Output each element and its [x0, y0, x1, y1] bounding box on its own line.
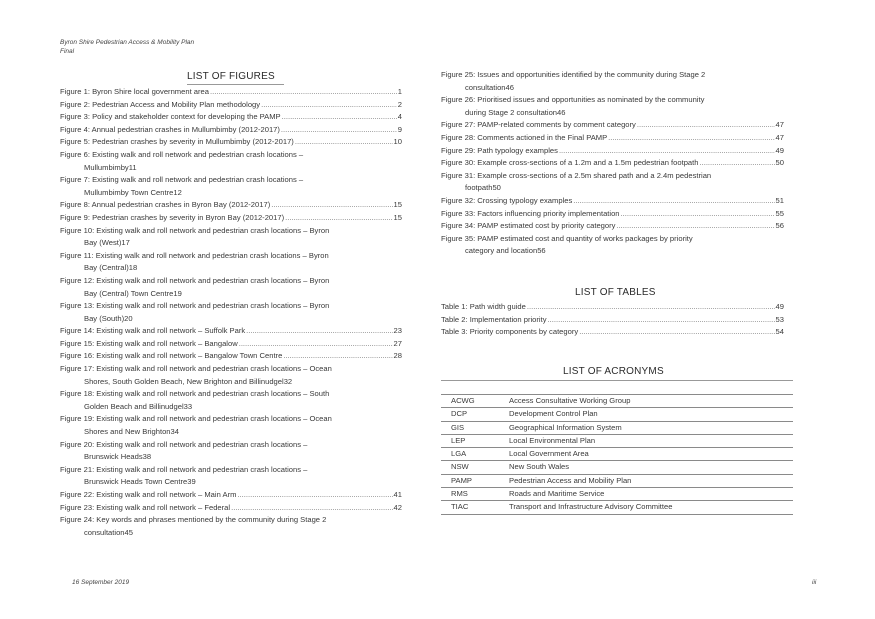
toc-entry — [441, 314, 784, 327]
entry-page: 46 — [505, 82, 514, 92]
dot-leader — [285, 212, 392, 225]
acronym-definition: Roads and Maritime Service — [499, 488, 793, 501]
entry-page: 28 — [393, 351, 402, 361]
entry-text: consultation — [465, 82, 506, 92]
dot-leader — [246, 325, 392, 338]
toc-entry — [441, 94, 784, 119]
acronym-definition: Development Control Plan — [499, 408, 793, 421]
entry-text: Figure 17: Existing walk and roll network and pedestrian crash locations – Ocean — [60, 364, 332, 374]
acronym-abbr: GIS — [441, 421, 499, 434]
entry-text: Figure 24: Key words and phrases mentioned by the community during Stage 2 — [60, 515, 327, 525]
acronym-definition: Geographical Information System — [499, 421, 793, 434]
acronym-row — [441, 461, 793, 474]
acronym-definition: Access Consultative Working Group — [499, 395, 793, 408]
entry-page: 56 — [537, 246, 546, 256]
entry-text: Figure 22: Existing walk and roll network – Main Arm — [60, 490, 237, 499]
entry-page: 39 — [187, 477, 196, 487]
entry-page: 42 — [393, 502, 402, 512]
toc-entry — [60, 124, 402, 137]
acronym-definition: Transport and Infrastructure Advisory Committee — [499, 501, 793, 514]
dot-leader — [282, 111, 397, 124]
acronym-abbr: ACWG — [441, 395, 499, 408]
dot-leader — [239, 338, 393, 351]
acronym-definition: Local Environmental Plan — [499, 434, 793, 447]
dot-leader — [699, 157, 774, 170]
entry-text: Mullumbimby — [84, 162, 129, 172]
toc-entry — [60, 300, 402, 325]
toc-entry — [60, 350, 402, 363]
dot-leader — [559, 145, 775, 158]
entry-text: Figure 25: Issues and opportunities identified by the community during Stage 2 — [441, 70, 706, 79]
entry-text: during Stage 2 consultation — [465, 107, 558, 117]
entry-page: 45 — [124, 527, 133, 537]
acronym-row — [441, 488, 793, 501]
toc-entry — [60, 174, 402, 199]
toc-entry — [441, 132, 784, 145]
entry-text: Mullumbimby Town Centre — [84, 187, 174, 197]
acronym-row — [441, 448, 793, 461]
entry-page: 53 — [775, 314, 784, 324]
toc-entry — [441, 233, 784, 258]
toc-entry — [60, 489, 402, 502]
entry-page: 11 — [128, 162, 137, 172]
entry-page: 55 — [775, 208, 784, 218]
entry-page: 50 — [775, 158, 784, 168]
entry-text: Figure 21: Existing walk and roll network and pedestrian crash locations – — [60, 464, 308, 474]
entry-page: 15 — [393, 200, 402, 210]
entry-page: 4 — [397, 112, 402, 122]
entry-text: footpath — [465, 183, 493, 193]
toc-entry — [60, 439, 402, 464]
entry-page: 50 — [492, 183, 501, 193]
entry-text: Figure 27: PAMP-related comments by comment category — [441, 120, 636, 130]
entry-text: Brunswick Heads — [84, 452, 143, 462]
dot-leader — [295, 136, 393, 149]
toc-entry — [60, 86, 402, 99]
dot-leader — [548, 314, 775, 327]
entry-page: 56 — [775, 221, 784, 231]
entry-text: Figure 6: Existing walk and roll network and pedestrian crash locations – — [60, 149, 304, 159]
entry-page: 41 — [393, 490, 402, 499]
entry-text: Bay (Central) Town Centre — [84, 288, 174, 298]
entry-text: Figure 18: Existing walk and roll network and pedestrian crash locations – South — [60, 389, 330, 399]
entry-text: Figure 29: Path typology examples — [441, 145, 558, 155]
entry-text: Figure 15: Existing walk and roll network – Bangalow — [60, 338, 238, 348]
entry-text: Figure 34: PAMP estimated cost by priority category — [441, 221, 616, 231]
entry-page: 2 — [397, 99, 402, 109]
dot-leader — [621, 208, 775, 221]
dot-leader — [237, 489, 392, 502]
toc-entry — [60, 413, 402, 438]
entry-text: Brunswick Heads Town Centre — [84, 477, 188, 487]
toc-entry — [441, 157, 784, 170]
entry-text: Shores and New Brighton — [84, 427, 171, 437]
toc-entry — [60, 99, 402, 112]
entry-page: 46 — [557, 107, 566, 117]
entry-text: Figure 7: Existing walk and roll network and pedestrian crash locations – — [60, 175, 304, 185]
entry-continuation — [60, 313, 402, 326]
entry-text: Figure 2: Pedestrian Access and Mobility Plan methodology — [60, 99, 261, 109]
entry-page: 51 — [775, 195, 784, 205]
document-status: Final — [60, 48, 75, 55]
toc-entry — [441, 119, 784, 132]
entry-text: Shores, South Golden Beach, New Brighton and Billinudgel — [84, 376, 284, 386]
toc-entry — [441, 145, 784, 158]
entry-text: Golden Beach and Billinudgel — [84, 401, 184, 411]
toc-entry — [60, 338, 402, 351]
figures-title-underline — [187, 84, 284, 85]
entry-text: Figure 35: PAMP estimated cost and quantity of works packages by priority — [441, 233, 693, 243]
page-number: iii — [812, 579, 817, 586]
entry-continuation — [60, 527, 402, 540]
toc-entry — [441, 301, 784, 314]
figures-list-right — [441, 69, 784, 258]
entry-text: Table 2: Implementation priority — [441, 314, 547, 324]
toc-entry — [60, 212, 402, 225]
acronym-row — [441, 474, 793, 487]
entry-text: Figure 30: Example cross-sections of a 1.2m and a 1.5m pedestrian footpath — [441, 158, 699, 168]
toc-entry — [60, 225, 402, 250]
dot-leader — [271, 199, 392, 212]
acronym-definition: Pedestrian Access and Mobility Plan — [499, 474, 793, 487]
acronym-abbr: TIAC — [441, 501, 499, 514]
toc-entry — [60, 464, 402, 489]
entry-continuation — [60, 376, 402, 389]
acronym-row — [441, 408, 793, 421]
acronym-abbr: LGA — [441, 448, 499, 461]
entry-continuation — [60, 476, 402, 489]
toc-entry — [441, 170, 784, 195]
dot-leader — [261, 99, 397, 112]
entry-page: 47 — [775, 132, 784, 142]
toc-entry — [441, 208, 784, 221]
toc-entry — [60, 111, 402, 124]
entry-page: 1 — [397, 87, 402, 96]
entry-text: Figure 28: Comments actioned in the Final PAMP — [441, 132, 608, 142]
toc-entry — [441, 69, 784, 94]
entry-page: 49 — [775, 302, 784, 311]
entry-text: Bay (West) — [84, 238, 122, 248]
entry-page: 10 — [393, 137, 402, 147]
toc-entry — [60, 275, 402, 300]
entry-text: Figure 16: Existing walk and roll network – Bangalow Town Centre — [60, 351, 283, 361]
entry-page: 47 — [775, 120, 784, 130]
dot-leader — [231, 502, 392, 515]
entry-page: 27 — [393, 338, 402, 348]
toc-entry — [441, 326, 784, 339]
acronym-row — [441, 421, 793, 434]
toc-entry — [441, 195, 784, 208]
entry-continuation — [60, 237, 402, 250]
acronym-definition: Local Government Area — [499, 448, 793, 461]
entry-continuation — [441, 182, 784, 195]
entry-page: 54 — [775, 327, 784, 337]
entry-page: 49 — [775, 145, 784, 155]
entry-page: 38 — [142, 452, 152, 462]
entry-text: Bay (Central) — [84, 263, 129, 273]
entry-continuation — [60, 451, 402, 464]
acronym-row — [441, 501, 793, 514]
entry-continuation — [441, 245, 784, 258]
dot-leader — [573, 195, 774, 208]
acronyms-table — [441, 394, 793, 515]
entry-continuation — [60, 162, 402, 175]
dot-leader — [579, 326, 774, 339]
entry-page: 12 — [173, 187, 182, 197]
acronym-abbr: DCP — [441, 408, 499, 421]
entry-text: Table 3: Priority components by category — [441, 327, 579, 337]
toc-entry — [60, 502, 402, 515]
entry-text: Bay (South) — [84, 313, 125, 323]
figures-list-left — [60, 86, 402, 539]
dot-leader — [637, 119, 775, 132]
entry-page: 34 — [170, 427, 179, 437]
entry-text: consultation — [84, 527, 125, 537]
dot-leader — [527, 301, 775, 314]
toc-entry — [60, 388, 402, 413]
entry-continuation — [441, 82, 784, 95]
entry-text: Figure 13: Existing walk and roll network and pedestrian crash locations – Byron — [60, 301, 330, 311]
entry-page: 20 — [124, 313, 133, 323]
tables-list — [441, 301, 784, 339]
entry-continuation — [60, 401, 402, 414]
entry-page: 19 — [173, 288, 182, 298]
dot-leader — [608, 132, 774, 145]
entry-text: Figure 32: Crossing typology examples — [441, 195, 573, 205]
entry-text: Figure 4: Annual pedestrian crashes in Mullumbimby (2012-2017) — [60, 124, 280, 134]
acronym-abbr: PAMP — [441, 474, 499, 487]
entry-page: 15 — [393, 212, 402, 222]
entry-text: Figure 5: Pedestrian crashes by severity in Mullumbimby (2012-2017) — [60, 137, 294, 147]
dot-leader — [210, 86, 397, 99]
entry-page: 23 — [393, 326, 402, 336]
entry-text: Figure 1: Byron Shire local government area — [60, 87, 209, 96]
acronym-abbr: RMS — [441, 488, 499, 501]
list-of-figures-title: LIST OF FIGURES — [187, 71, 275, 82]
acronym-definition: New South Wales — [499, 461, 793, 474]
entry-continuation — [60, 262, 402, 275]
entry-text: Figure 3: Policy and stakeholder context for developing the PAMP — [60, 112, 281, 122]
acronyms-title-underline — [441, 380, 793, 381]
entry-text: Figure 9: Pedestrian crashes by severity in Byron Bay (2012-2017) — [60, 212, 285, 222]
entry-text: Figure 10: Existing walk and roll network and pedestrian crash locations – Byron — [60, 225, 330, 235]
entry-continuation — [60, 187, 402, 200]
list-of-acronyms-title: LIST OF ACRONYMS — [563, 366, 664, 377]
entry-text: category and location — [465, 246, 538, 256]
entry-page: 18 — [128, 263, 138, 273]
toc-entry — [60, 149, 402, 174]
list-of-tables-title: LIST OF TABLES — [575, 287, 656, 298]
toc-entry — [60, 199, 402, 212]
document-title: Byron Shire Pedestrian Access & Mobility Plan — [60, 39, 195, 46]
acronym-row — [441, 434, 793, 447]
entry-page: 32 — [283, 376, 293, 386]
entry-text: Table 1: Path width guide — [441, 302, 526, 311]
entry-text: Figure 26: Prioritised issues and opportunities as nominated by the community — [441, 95, 705, 105]
entry-continuation — [60, 288, 402, 301]
entry-text: Figure 8: Annual pedestrian crashes in Byron Bay (2012-2017) — [60, 200, 271, 210]
acronym-row — [441, 395, 793, 408]
entry-text: Figure 31: Example cross-sections of a 2.5m shared path and a 2.4m pedestrian — [441, 170, 712, 180]
entry-text: Figure 23: Existing walk and roll network – Federal — [60, 502, 231, 512]
toc-entry — [60, 250, 402, 275]
toc-entry — [60, 136, 402, 149]
entry-text: Figure 11: Existing walk and roll network and pedestrian crash locations – Byron — [60, 250, 329, 260]
dot-leader — [283, 350, 392, 363]
running-header — [60, 38, 194, 56]
entry-page: 9 — [397, 124, 402, 134]
entry-text: Figure 20: Existing walk and roll network and pedestrian crash locations – — [60, 439, 308, 449]
toc-entry — [60, 363, 402, 388]
dot-leader — [281, 124, 397, 137]
toc-entry — [60, 325, 402, 338]
toc-entry — [60, 514, 402, 539]
toc-entry — [441, 220, 784, 233]
acronym-abbr: LEP — [441, 434, 499, 447]
entry-continuation — [441, 107, 784, 120]
entry-text: Figure 12: Existing walk and roll network and pedestrian crash locations – Byron — [60, 275, 330, 285]
entry-text: Figure 33: Factors influencing priority implementation — [441, 208, 620, 218]
entry-continuation — [60, 426, 402, 439]
entry-page: 33 — [183, 401, 193, 411]
acronym-abbr: NSW — [441, 461, 499, 474]
dot-leader — [616, 220, 774, 233]
entry-page: 17 — [121, 238, 130, 248]
footer-date: 16 September 2019 — [72, 579, 130, 586]
entry-text: Figure 19: Existing walk and roll network and pedestrian crash locations – Ocean — [60, 414, 332, 424]
entry-text: Figure 14: Existing walk and roll network – Suffolk Park — [60, 326, 246, 336]
